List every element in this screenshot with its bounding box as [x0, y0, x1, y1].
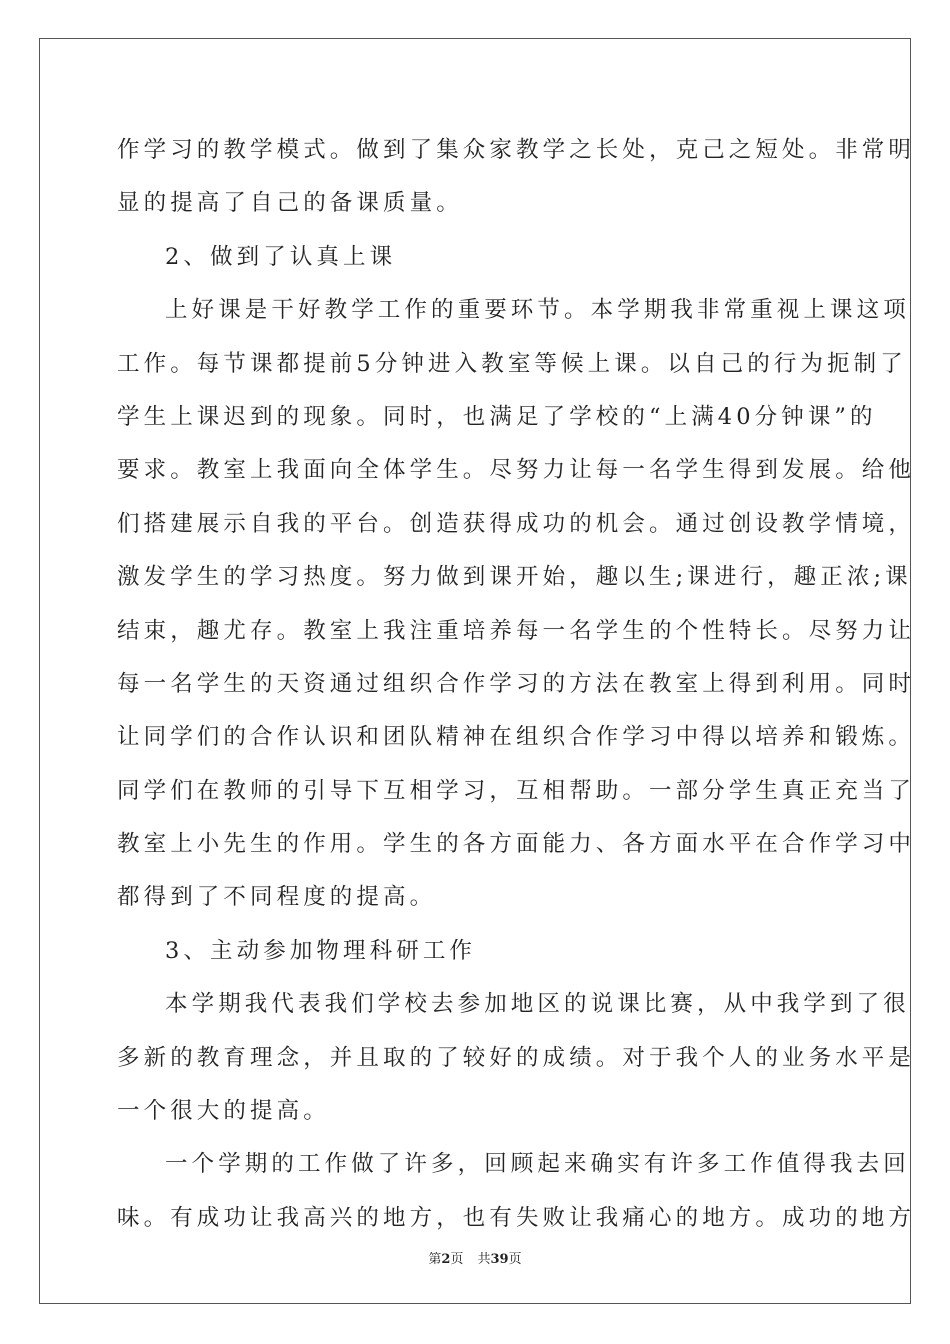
paragraph-start: 本学期我代表我们学校去参加地区的说课比赛，从中我学到了很: [165, 991, 910, 1018]
text-line: 让同学们的合作认识和团队精神在组织合作学习中得以培养和锻炼。: [117, 724, 916, 751]
page-suffix: 页: [450, 1252, 464, 1267]
section-heading: 3、主动参加物理科研工作: [165, 937, 477, 964]
text-line: 同学们在教师的引导下互相学习，互相帮助。一部分学生真正充当了: [117, 777, 916, 804]
text-line: 每一名学生的天资通过组织合作学习的方法在教室上得到利用。同时: [117, 670, 916, 697]
text-line: 学生上课迟到的现象。同时，也满足了学校的“上满40分钟课”的: [117, 403, 877, 430]
text-line: 激发学生的学习热度。努力做到课开始，趣以生;课进行，趣正浓;课: [117, 564, 912, 591]
page-number: 2: [441, 1252, 451, 1267]
total-prefix: 共: [477, 1252, 491, 1267]
text-line: 一个很大的提高。: [117, 1098, 330, 1125]
text-line: 教室上小先生的作用。学生的各方面能力、各方面水平在合作学习中: [117, 831, 916, 858]
text-line: 们搭建展示自我的平台。创造获得成功的机会。通过创设教学情境，: [117, 510, 916, 537]
text-line: 多新的教育理念，并且取的了较好的成绩。对于我个人的业务水平是: [117, 1044, 916, 1071]
text-line: 作学习的教学模式。做到了集众家教学之长处，克己之短处。非常明: [117, 137, 916, 163]
text-line: 要求。教室上我面向全体学生。尽努力让每一名学生得到发展。给他: [117, 457, 916, 484]
text-line: 味。有成功让我高兴的地方，也有失败让我痛心的地方。成功的地方: [117, 1204, 916, 1231]
total-suffix: 页: [508, 1252, 522, 1267]
text-line: 显的提高了自己的备课质量。: [117, 190, 463, 217]
text-line: 结束，趣尤存。教室上我注重培养每一名学生的个性特长。尽努力让: [117, 617, 916, 644]
document-body: [117, 124, 916, 1245]
page-footer: [0, 1248, 950, 1267]
paragraph-start: 一个学期的工作做了许多，回顾起来确实有许多工作值得我去回: [165, 1151, 910, 1178]
text-line: 工作。每节课都提前5分钟进入教室等候上课。以自己的行为扼制了: [117, 350, 907, 377]
paragraph-start: 上好课是干好教学工作的重要环节。本学期我非常重视上课这项: [165, 297, 910, 324]
text-line: 都得到了不同程度的提高。: [117, 884, 437, 911]
section-heading: 2、做到了认真上课: [165, 243, 397, 270]
total-pages: 39: [490, 1252, 509, 1267]
page-prefix: 第: [428, 1252, 442, 1267]
